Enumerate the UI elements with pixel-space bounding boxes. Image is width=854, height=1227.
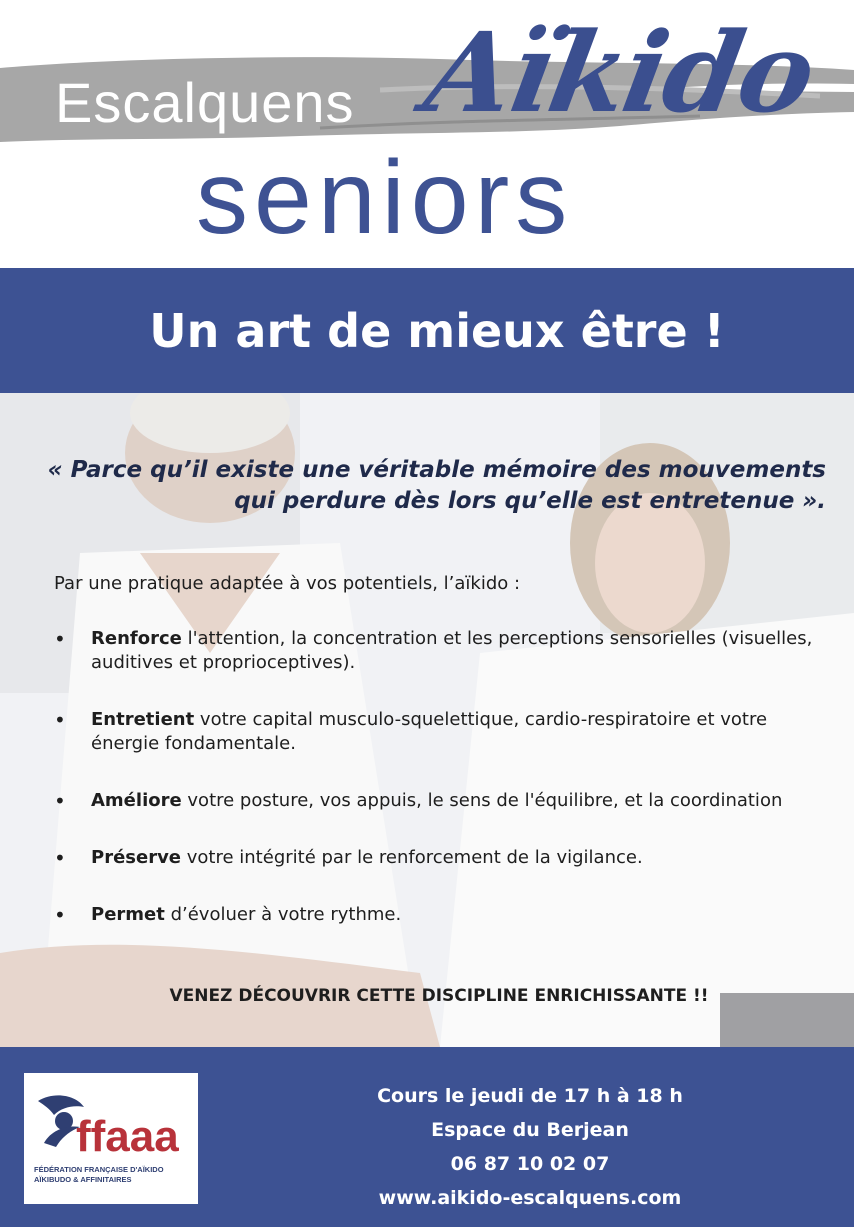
- benefit-text: votre posture, vos appuis, le sens de l'équilibre, et la coordination: [181, 790, 783, 811]
- quote-line-1: « Parce qu’il existe une véritable mémoire des mouvements: [47, 457, 826, 483]
- footer: [0, 1047, 854, 1227]
- benefit-text: votre intégrité par le renforcement de la vigilance.: [181, 847, 643, 868]
- contact-info: [330, 1079, 730, 1215]
- bullet-icon: •: [54, 708, 66, 732]
- bullet-icon: •: [54, 903, 66, 927]
- bullet-icon: •: [54, 789, 66, 813]
- call-to-action: VENEZ DÉCOUVRIR CETTE DISCIPLINE ENRICHISSANTE !!: [169, 986, 709, 1006]
- benefit-text: d’évoluer à votre rythme.: [164, 904, 402, 925]
- ffaaa-logo: [24, 1073, 198, 1204]
- ffaaa-logo-icon: [24, 1073, 198, 1163]
- website-link[interactable]: www.aikido-escalquens.com: [378, 1187, 682, 1209]
- brand-art: Aïkido: [416, 8, 823, 137]
- schedule: Cours le jeudi de 17 h à 18 h: [377, 1085, 683, 1107]
- logo-line-2: AÏKIBUDO & AFFINITAIRES: [34, 1175, 132, 1184]
- list-item: [54, 903, 834, 927]
- benefit-keyword: Améliore: [91, 790, 182, 811]
- quote-line-2: qui perdure dès lors qu’elle est entretenue ».: [234, 488, 826, 514]
- audience-title: seniors: [196, 140, 574, 256]
- benefit-keyword: Préserve: [91, 847, 182, 868]
- benefit-text: votre capital musculo-squelettique, cardio-respiratoire et votre énergie fondamentale.: [91, 709, 768, 754]
- bullet-icon: •: [54, 627, 66, 651]
- bullet-icon: •: [54, 846, 66, 870]
- list-item: [54, 846, 834, 870]
- main-content: [0, 393, 854, 1047]
- benefit-keyword: Permet: [91, 904, 165, 925]
- logo-letters: ffaaa: [76, 1112, 179, 1161]
- list-item: [54, 789, 834, 813]
- list-item: [54, 627, 834, 675]
- quote: [0, 455, 826, 517]
- phone-number: 06 87 10 02 07: [450, 1153, 610, 1175]
- venue: Espace du Berjean: [431, 1119, 629, 1141]
- brand-city: Escalquens: [55, 71, 355, 134]
- logo-caption: [34, 1165, 194, 1185]
- list-item: [54, 708, 834, 756]
- logo-line-1: FÉDÉRATION FRANÇAISE D'AÏKIDO: [34, 1165, 164, 1174]
- tagline-banner: [0, 268, 854, 393]
- benefit-keyword: Renforce: [91, 628, 182, 649]
- benefits-list: [54, 627, 834, 960]
- header: [0, 0, 854, 268]
- benefit-keyword: Entretient: [91, 709, 195, 730]
- intro-text: Par une pratique adaptée à vos potentiels, l’aïkido :: [54, 573, 521, 594]
- tagline: Un art de mieux être !: [149, 303, 725, 358]
- benefit-text: l'attention, la concentration et les perceptions sensorielles (visuelles, auditives et proprioceptives).: [91, 628, 813, 673]
